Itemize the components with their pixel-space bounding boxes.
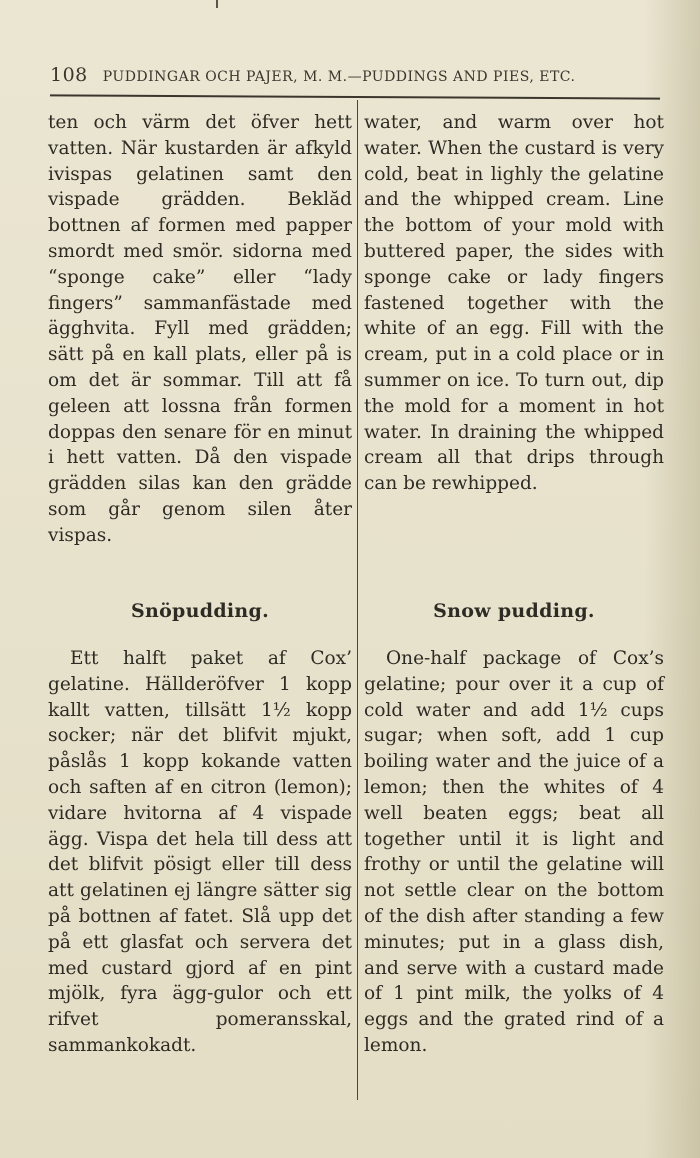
english-recipe-text: One-half package of Cox’s gelatine; pour over it a cup of cold water and add 1½ cups sugar; when soft, add 1 cup boiling water and the juice of a lemon; then the whites of 4 well beaten eggs; beat all together until it is light and frothy or until the gelatine will not settle clear on the bottom of the dish after standing a few minutes; put in a glass dish, and serve with a custard made of 1 pint milk, the yolks of 4 eggs and the grated rind of a lemon. [364, 648, 664, 1056]
running-title: PUDDINGAR OCH PAJER, M. M.—PUDDINGS AND PIES, ETC. [102, 69, 576, 85]
swedish-recipe-text: Ett halft paket af Cox’ gelatine. Hällderöfver 1 kopp kallt vatten, tillsätt 1½ kopp socker; när det blifvit mjukt, påslås 1 kopp kokande vatten och saften af en citron (lemon); vidare hvitorna af 4 vispade ägg. Vispa det hela till dess att det blifvit pösigt eller till dess att gelatinen ej längre sätter sig på bottnen af fatet. Slå upp det på ett glasfat och servera det med custard gjord af en pint mjölk, fyra ägg-gulor och ett rifvet pomeransskal, sammankokadt. [48, 648, 352, 1056]
swedish-recipe [48, 646, 352, 1059]
running-header [50, 64, 660, 92]
swedish-recipe-title: Snöpudding. [130, 600, 270, 622]
english-continuation [364, 110, 664, 497]
english-continuation-text: water, and warm over hot water. When the custard is very cold, beat in lighly the gelatine and the whipped cream. Line the bottom of your mold with buttered paper, the sides with sponge cake or lady fingers fastened together with the white of an egg. Fill with the cream, put in a cold place or in summer on ice. To turn out, dip the mold for a moment in hot water. In draining the whipped cream all that drips through can be rewhipped. [364, 112, 664, 495]
page-number: 108 [50, 64, 88, 86]
column-divider [357, 100, 358, 1100]
header-rule [50, 94, 660, 99]
swedish-continuation [48, 110, 352, 549]
english-recipe [364, 646, 664, 1059]
swedish-continuation-text: ten och värm det öfver hett vatten. När kustarden är afkyld ivispas gelatinen samt den vispade grädden. Beklăd bottnen af formen med papper smordt med smör. sidorna med “sponge cake” eller “lady fingers” sammanfästade med ägghvita. Fyll med grädden; sätt på en kall plats, eller på is om det är sommar. Till att få geleen att lossna från formen doppas den senare för en minut i hett vatten. Då den vispade grädden silas kan den grädde som går genom silen åter vispas. [48, 112, 352, 546]
ink-speck [216, 0, 218, 8]
english-recipe-title: Snow pudding. [433, 600, 595, 622]
